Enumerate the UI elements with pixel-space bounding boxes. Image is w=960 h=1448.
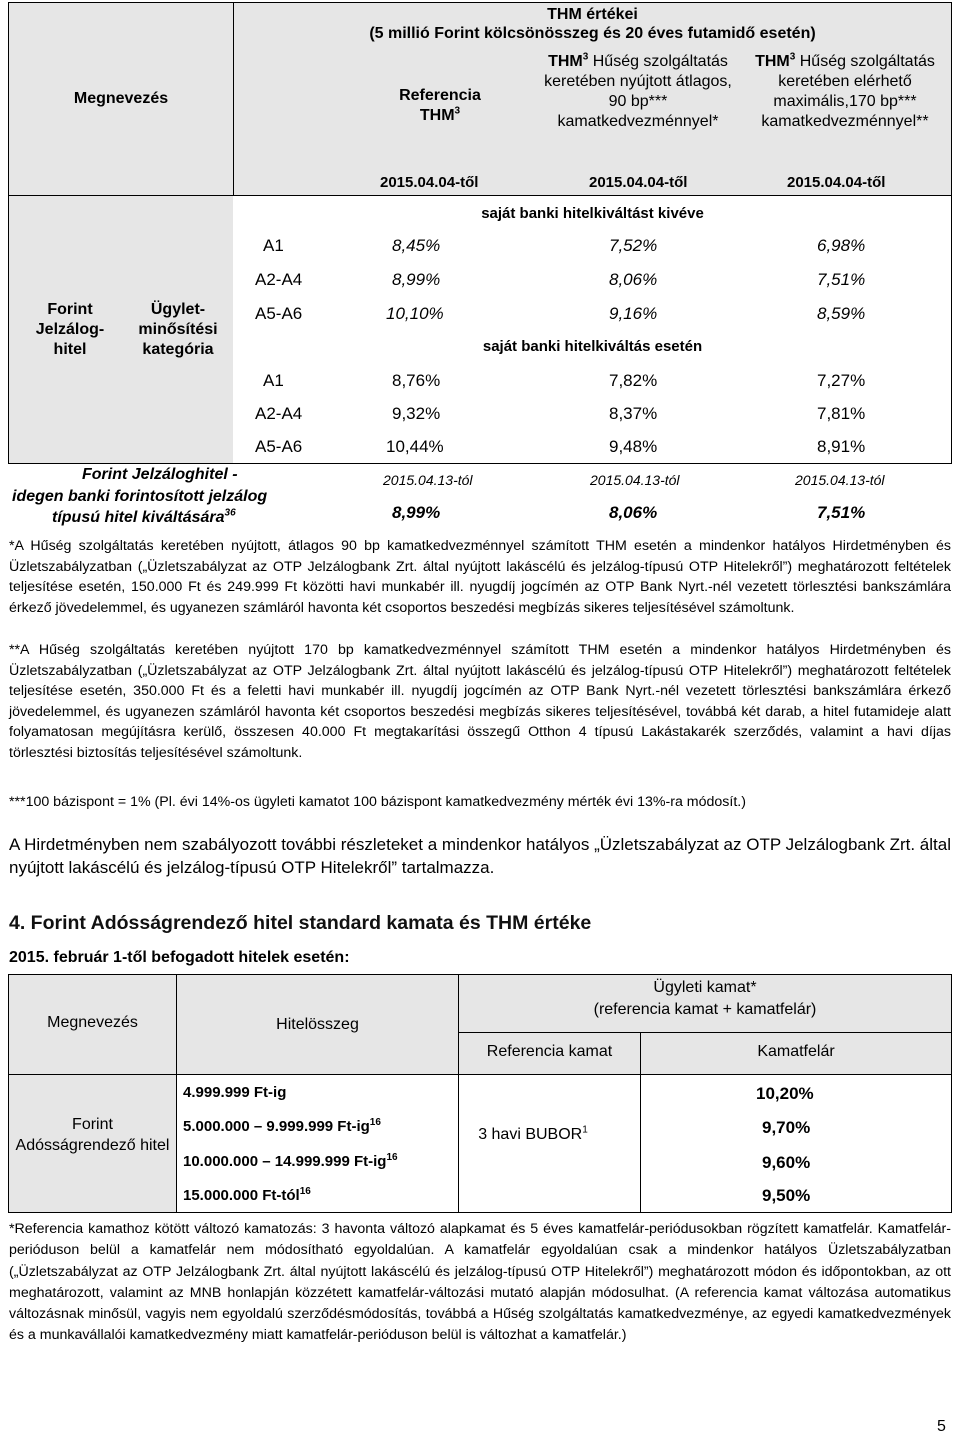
note-1: *A Hűség szolgáltatás keretében nyújtott, átlagos 90 bp kamatkedvezménnyel számított THM esetén a mindenkor hatályos Hirdetményben és Üzletszabályzatban („Üzletszabályzat az OTP Jelzálogbank Zrt. által nyújtott lakáscélú és jelzálog-típusú OTP Hitelekről”) meghatározott feltételek teljesítése esetén, 150.000 Ft és 249.999 Ft közötti havi munkabér ill. nyugdíj jogcímén az OTP Bank Nyrt.-nél vezetett törlesztési bankszámlára érkező jövedelemmel, és ugyanezen számláról havonta két csoportos beszedési megbízás sikeres teljesítésével számoltunk. bbox=[9, 538, 951, 616]
cat-cell: A1 bbox=[263, 371, 284, 390]
date-1: 2015.04.04-től bbox=[380, 174, 479, 191]
date-3: 2015.04.04-től bbox=[787, 174, 886, 191]
col-huseg1-thm: THM bbox=[548, 53, 583, 70]
ugylet-kategoria-label: Ügylet-minősítési kategória bbox=[138, 301, 218, 358]
thm-title-2: (5 millió Forint kölcsönösszeg és 20 éves futamidő esetén) bbox=[369, 25, 816, 42]
col-huseg1-header bbox=[538, 52, 738, 132]
t2-product-name: Forint Adósságrendező hitel bbox=[15, 1116, 170, 1154]
section-2-title: saját banki hitelkiváltás esetén bbox=[482, 338, 703, 355]
section-1-title: saját banki hitelkiváltást kivéve bbox=[481, 205, 704, 222]
idegen-value: 8,06% bbox=[609, 503, 658, 522]
t2-ref-value-wrap bbox=[478, 1124, 588, 1145]
idegen-label-3: típusú hitel kiváltására bbox=[52, 509, 225, 526]
t2-rate: 10,20% bbox=[756, 1084, 814, 1103]
t2-amount: 15.000.000 Ft-tól$^{16}$ bbox=[183, 1186, 311, 1204]
value-cell: 7,27% bbox=[817, 371, 866, 390]
value-cell: 10,10% bbox=[386, 304, 444, 323]
date-2: 2015.04.04-től bbox=[589, 174, 688, 191]
megnevezes-header: Megnevezés bbox=[73, 90, 169, 107]
col-ref-header bbox=[380, 86, 500, 126]
value-cell: 7,82% bbox=[609, 371, 658, 390]
col-huseg1-sup: 3 bbox=[582, 51, 589, 63]
col-huseg1-desc: Hűség szolgáltatás keretében nyújtott átlagos, 90 bp*** kamatkedvezménnyel* bbox=[544, 53, 732, 130]
value-cell: 8,91% bbox=[817, 437, 866, 456]
idegen-sup: 36 bbox=[224, 507, 236, 519]
t2-kamatfelar: Kamatfelár bbox=[757, 1043, 835, 1060]
value-cell: 8,45% bbox=[392, 236, 441, 255]
value-cell: 10,44% bbox=[386, 437, 444, 456]
t2-megnevezes: Megnevezés bbox=[47, 1014, 138, 1031]
footnote: *Referencia kamathoz kötött változó kamatozás: 3 havonta változó alapkamat és 5 éves kamatfelár-periódusokban rögzített kamatfelár. Kamatfelár-perióduson belül a kamatfelár nem módosítható egyoldalúan. A kamatfelár egyoldalúan csak a mindenkor hatályos Üzletszabályzatban („Üzletszabályzat az OTP Jelzálogbank Zrt. által nyújtott lakáscélú és jelzálog-típusú OTP Hitelekről”) meghatározott módon és időpontokban, az ott meghatározott, valamint az MNB honlapján közzétett kamatfelár-változási mutató alapján módosulhat. (A referencia kamat változása automatikus változásnak minősül, vagyis nem egyoldalú szerződésmódosítás, továbbá a Hűség szolgáltatás kamatkedvezménye, az egyedi kamatkedvezmények és a munkavállalói kamatkedvezmény miatt kamatfelár-perióduson belül is változhat a kamatfelár.) bbox=[9, 1221, 951, 1344]
value-cell: 8,06% bbox=[609, 270, 658, 289]
note-2: **A Hűség szolgáltatás keretében nyújtott 170 bp kamatkedvezménnyel számított THM esetén a mindenkor hatályos Hirdetményben és Üzletszabályzatban („Üzletszabályzat az OTP Jelzálogbank Zrt. által nyújtott lakáscélú és jelzálog-típusú OTP Hitelekről”) meghatározott feltételek teljesítése esetén, 350.000 Ft és a feletti havi munkabér ill. nyugdíj jogcímén az OTP Bank Nyrt.-nél vezetett törlesztési bankszámlára érkező jövedelemmel, és ugyanezen számláról havonta két csoportos beszedési megbízás sikeres teljesítésével, továbbá két darab, a hitel futamideje alatt folyamatosan megújításra kerülő, összesen 40.000 Ft megtakarítási összegű Otthon 4 típusú Lakástakarék szerződés, valamint a havi díjas törlesztési biztosítás teljesítésével számoltunk. bbox=[9, 642, 951, 761]
intro-paragraph: A Hirdetményben nem szabályozott további részleteket a mindenkor hatályos „Üzletszabályzat az OTP Jelzálogbank Zrt. által nyújtott lakáscélú és jelzálog-típusú OTP Hitelekről” tartalmazza. bbox=[9, 835, 951, 877]
col-huseg2-desc: Hűség szolgáltatás keretében elérhető maximális,170 bp*** kamatkedvezménnyel** bbox=[761, 53, 935, 130]
t2-ref-value: 3 havi BUBOR bbox=[478, 1126, 583, 1143]
value-cell: 6,98% bbox=[817, 236, 866, 255]
idegen-value: 8,99% bbox=[392, 503, 441, 522]
value-cell: 9,32% bbox=[392, 404, 441, 423]
value-cell: 9,48% bbox=[609, 437, 658, 456]
idegen-value: 7,51% bbox=[817, 503, 866, 522]
cat-cell: A5-A6 bbox=[255, 304, 303, 323]
idegen-date: 2015.04.13-tól bbox=[590, 472, 680, 488]
t2-amount: 4.999.999 Ft-ig bbox=[183, 1084, 287, 1101]
page-number: 5 bbox=[937, 1418, 946, 1435]
cat-cell: A2-A4 bbox=[255, 270, 303, 289]
value-cell: 7,81% bbox=[817, 404, 866, 423]
value-cell: 8,59% bbox=[817, 304, 866, 323]
thm-title-1: THM értékei bbox=[547, 6, 638, 23]
t2-amount: 5.000.000 – 9.999.999 $Ft-ig^{16}$ bbox=[183, 1117, 381, 1135]
col-ref-sup: 3 bbox=[454, 105, 461, 117]
col-huseg2-header bbox=[745, 52, 945, 132]
value-cell: 7,52% bbox=[609, 236, 658, 255]
t2-ref-kamat: Referencia kamat bbox=[486, 1043, 613, 1060]
idegen-date: 2015.04.13-tól bbox=[383, 472, 473, 488]
value-cell: 7,51% bbox=[817, 270, 866, 289]
forint-jelzalog-label: Forint Jelzálog-hitel bbox=[35, 301, 105, 358]
t2-rate: 9,60% bbox=[762, 1153, 811, 1172]
t2-ugyleti-2: (referencia kamat + kamatfelár) bbox=[593, 1001, 817, 1018]
col-ref-label: Referencia THM bbox=[399, 87, 481, 124]
t2-amount: 10.000.000 – 14.999.999 $Ft-ig^{16}$ bbox=[183, 1152, 398, 1170]
col-huseg2-thm: THM bbox=[755, 53, 790, 70]
idegen-label-2: idegen banki forintosított jelzálog bbox=[12, 488, 268, 505]
value-cell: 8,76% bbox=[392, 371, 441, 390]
cat-cell: A2-A4 bbox=[255, 404, 303, 423]
idegen-date: 2015.04.13-tól bbox=[795, 472, 885, 488]
idegen-label-1: Forint Jelzáloghitel - bbox=[82, 466, 238, 483]
col-huseg2-sup: 3 bbox=[789, 51, 796, 63]
note-3: ***100 bázispont = 1% (Pl. évi 14%-os ügyleti kamatot 100 bázispont kamatkedvezmény mérték évi 13%-ra módosít.) bbox=[9, 794, 746, 810]
t2-ugyleti-1: Ügyleti kamat* bbox=[653, 979, 757, 996]
value-cell: 9,16% bbox=[609, 304, 658, 323]
value-cell: 8,99% bbox=[392, 270, 441, 289]
value-cell: 8,37% bbox=[609, 404, 658, 423]
t2-ref-sup: 1 bbox=[582, 1124, 588, 1136]
section-4-heading: 4. Forint Adósságrendező hitel standard kamata és THM értéke bbox=[9, 912, 592, 934]
t2-rate: 9,70% bbox=[762, 1118, 811, 1137]
section-4-subheading: 2015. február 1-től befogadott hitelek esetén: bbox=[9, 949, 350, 966]
idegen-label-3-wrap bbox=[52, 509, 236, 527]
cat-cell: A1 bbox=[263, 236, 284, 255]
t2-hitelosszeg: Hitelösszeg bbox=[276, 1016, 359, 1033]
cat-cell: A5-A6 bbox=[255, 437, 303, 456]
t2-rate: 9,50% bbox=[762, 1186, 811, 1205]
